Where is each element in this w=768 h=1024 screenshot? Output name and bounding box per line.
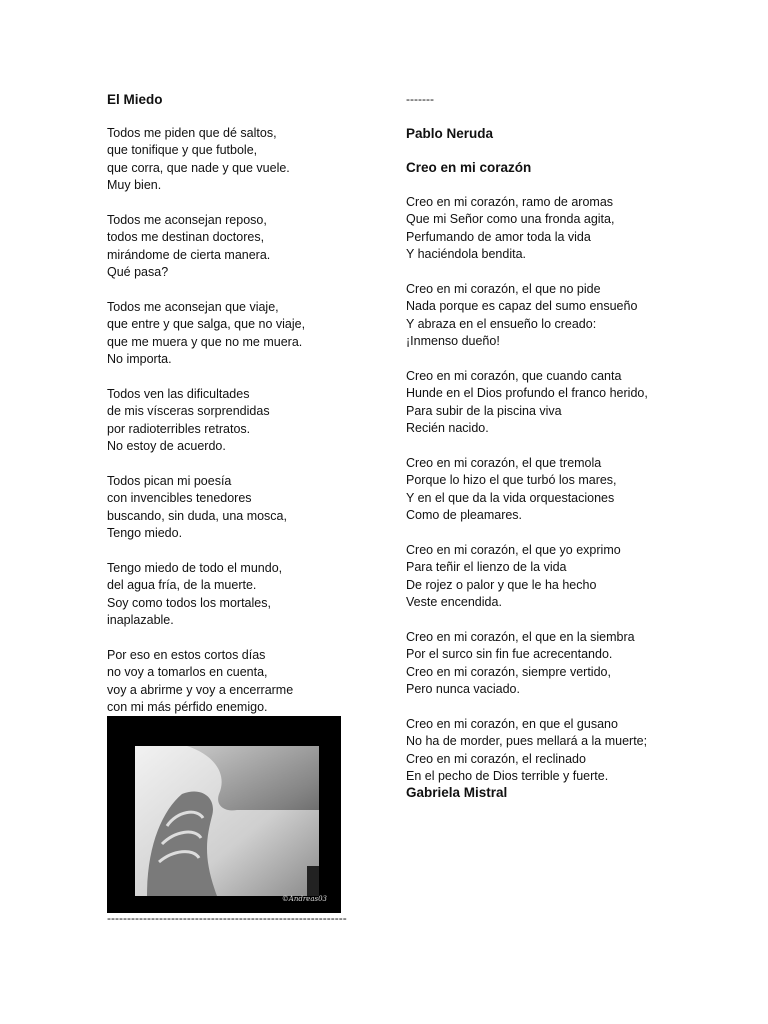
poem-line: Para teñir el lienzo de la vida (406, 560, 567, 575)
poem-line: De rojez o palor y que le ha hecho (406, 577, 597, 592)
top-divider: ------- (406, 92, 434, 106)
poem-line: Creo en mi corazón, que cuando canta (406, 369, 622, 383)
poem-line: Creo en mi corazón, en que el gusano (406, 717, 618, 731)
poem-line: Veste encendida. (406, 595, 502, 610)
poem-line: Para subir de la piscina viva (406, 403, 562, 418)
poem-line: Por el surco sin fin fue acrecentando. (406, 647, 613, 662)
author-pablo-neruda: Pablo Neruda (406, 126, 494, 141)
poem-line: con invencibles tenedores (107, 491, 252, 506)
poem-line: ¡Inmenso dueño! (406, 334, 500, 349)
poem-line: No importa. (107, 352, 172, 367)
stanza (107, 125, 290, 195)
poem-line: Muy bien. (107, 178, 162, 193)
poem-line: Porque lo hizo el que turbó los mares, (406, 473, 617, 488)
stanza (406, 716, 647, 786)
stanza (406, 368, 648, 438)
poem-line: Creo en mi corazón, siempre vertido, (406, 664, 611, 679)
poem-line: Tengo miedo. (107, 526, 183, 541)
poem-line: que tonifique y que futbole, (107, 143, 258, 158)
poem-line: Y en el que da la vida orquestaciones (406, 490, 615, 505)
poem-line: todos me destinan doctores, (107, 230, 265, 245)
poem-line: no voy a tomarlos en cuenta, (107, 665, 268, 680)
poem-line: Todos me aconsejan que viaje, (107, 300, 279, 314)
stanza (406, 281, 637, 351)
poem-line: Hunde en el Dios profundo el franco herido, (406, 386, 648, 401)
stanza (406, 455, 617, 525)
poem-line: Y haciéndola bendita. (406, 247, 527, 262)
poem-line: Por eso en estos cortos días (107, 648, 266, 662)
poem-line: mirándome de cierta manera. (107, 247, 271, 262)
poem-line: Qué pasa? (107, 265, 169, 280)
stanza (406, 629, 635, 699)
poem-line: que entre y que salga, que no viaje, (107, 317, 306, 332)
poem-line: Como de pleamares. (406, 508, 523, 523)
poem-line: Todos me piden que dé saltos, (107, 126, 277, 140)
poem-line: Que mi Señor como una fronda agita, (406, 212, 615, 227)
stanza (406, 542, 621, 612)
photo-watermark: ©Andreas03 (281, 895, 327, 903)
poem-line: Todos me aconsejan reposo, (107, 213, 267, 227)
stanza (107, 299, 305, 369)
poem-line: No ha de morder, pues mellará a la muerte; (406, 734, 648, 749)
poem-line: Recién nacido. (406, 421, 489, 436)
stanza (406, 194, 614, 264)
poem-line: inaplazable. (107, 613, 174, 628)
author-gabriela-mistral: Gabriela Mistral (406, 785, 508, 800)
poem-title-creo-en-mi-corazon: Creo en mi corazón (406, 160, 532, 175)
poem-line: Creo en mi corazón, el que yo exprimo (406, 543, 621, 557)
poem-line: Y abraza en el ensueño lo creado: (406, 316, 597, 331)
poem-line: Nada porque es capaz del sumo ensueño (406, 299, 638, 314)
poem-line: que corra, que nade y que vuele. (107, 160, 290, 175)
poem-line: Creo en mi corazón, el que tremola (406, 456, 602, 470)
poem-line: que me muera y que no me muera. (107, 334, 303, 349)
praying-hands-photo (107, 716, 341, 913)
poem-line: No estoy de acuerdo. (107, 439, 226, 454)
poem-line: Perfumando de amor toda la vida (406, 229, 591, 244)
poem-line: Soy como todos los mortales, (107, 595, 271, 610)
poem-title-el-miedo: El Miedo (107, 92, 163, 107)
poem-line: Creo en mi corazón, el que en la siembra (406, 630, 635, 644)
stanza (107, 560, 282, 630)
stanza (107, 647, 293, 717)
poem-line: En el pecho de Dios terrible y fuerte. (406, 769, 609, 784)
poem-line: Creo en mi corazón, ramo de aromas (406, 195, 614, 209)
poem-line: por radioterribles retratos. (107, 421, 251, 436)
stanza (107, 473, 287, 543)
poem-line: Todos ven las dificultades (107, 387, 250, 401)
stanza (107, 212, 270, 282)
poem-line: con mi más pérfido enemigo. (107, 700, 268, 715)
poem-line: buscando, sin duda, una mosca, (107, 508, 287, 523)
poem-line: del agua fría, de la muerte. (107, 578, 257, 593)
stanza (107, 386, 270, 456)
poem-line: Tengo miedo de todo el mundo, (107, 561, 283, 575)
poem-line: Creo en mi corazón, el que no pide (406, 282, 601, 296)
bottom-divider: ------------------------------------------------------------ (107, 911, 347, 925)
poem-line: de mis vísceras sorprendidas (107, 404, 270, 419)
poem-line: voy a abrirme y voy a encerrarme (107, 682, 294, 697)
photo-image (107, 716, 341, 913)
poem-line: Todos pican mi poesía (107, 474, 232, 488)
poem-line: Pero nunca vaciado. (406, 682, 520, 697)
poem-line: Creo en mi corazón, el reclinado (406, 751, 586, 766)
